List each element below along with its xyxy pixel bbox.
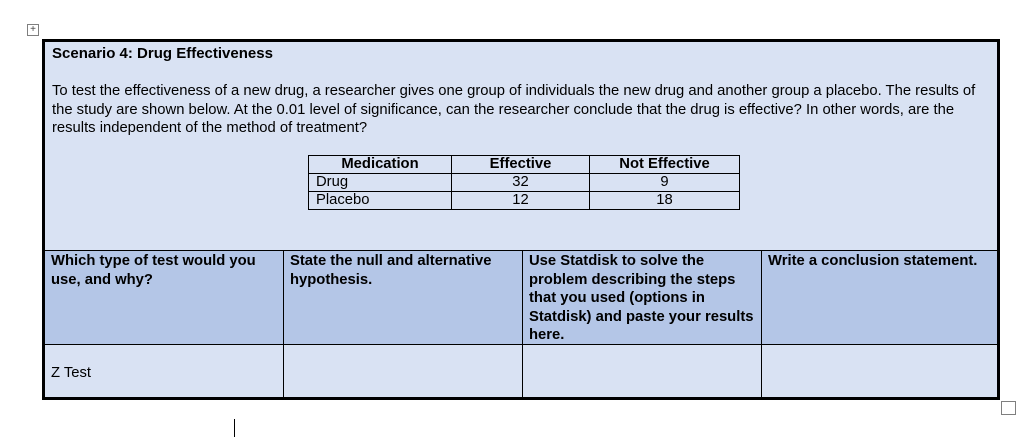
row-label: Placebo — [309, 192, 452, 210]
header-effective: Effective — [452, 156, 590, 174]
results-table — [308, 155, 740, 210]
text-cursor — [234, 419, 235, 437]
scenario-cell[interactable] — [45, 42, 997, 250]
table-row — [309, 174, 740, 192]
not-effective-value: 18 — [590, 192, 740, 210]
not-effective-value: 9 — [590, 174, 740, 192]
results-header-row — [309, 156, 740, 174]
table-row — [309, 192, 740, 210]
header-medication: Medication — [309, 156, 452, 174]
scenario-title: Scenario 4: Drug Effectiveness — [52, 45, 273, 62]
question-test-type: Which type of test would you use, and why? — [51, 253, 256, 288]
answer-test-type-cell[interactable]: Z Test — [51, 365, 92, 381]
answer-statdisk-cell[interactable] — [522, 345, 761, 397]
answer-hypothesis-cell[interactable] — [283, 345, 522, 397]
table-move-handle-icon[interactable]: + — [27, 24, 39, 36]
question-statdisk: Use Statdisk to solve the problem describing the steps that you used (options in Statdisk) and paste your results here. — [522, 251, 761, 344]
question-conclusion: Write a conclusion statement. — [761, 251, 997, 344]
answer-row — [45, 344, 997, 397]
row-label: Drug — [309, 174, 452, 192]
question-row — [45, 250, 997, 344]
question-hypothesis: State the null and alternative hypothesis. — [283, 251, 522, 344]
effective-value: 32 — [452, 174, 590, 192]
answer-conclusion-cell[interactable] — [761, 345, 997, 397]
table-resize-handle-icon[interactable] — [1001, 401, 1016, 415]
effective-value: 12 — [452, 192, 590, 210]
scenario-table — [42, 39, 1000, 400]
header-not-effective: Not Effective — [590, 156, 740, 174]
scenario-description: To test the effectiveness of a new drug, a researcher gives one group of individuals the new drug and another group a placebo. The results of the study are shown below. At the 0.01 level of significance, can the researcher conclude that the drug is effective? In other words, are the results independent of the method of treatment? — [52, 83, 976, 136]
